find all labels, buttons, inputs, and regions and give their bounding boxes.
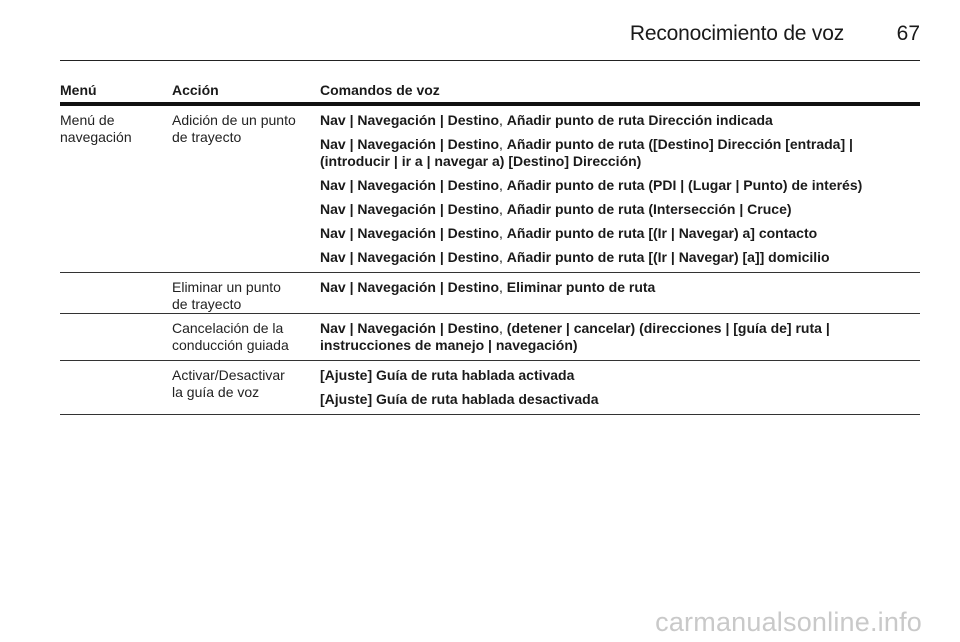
command-phrase: Eliminar punto de ruta xyxy=(506,279,656,295)
page-number: 67 xyxy=(896,22,920,45)
table-body xyxy=(60,106,920,415)
cell-commands xyxy=(320,273,920,313)
cell-action: Eliminar un punto de trayecto xyxy=(172,279,281,312)
table-header xyxy=(60,80,920,106)
command-separator: , xyxy=(499,201,507,217)
column-header-menu: Menú xyxy=(60,82,97,98)
page-title: Reconocimiento de voz xyxy=(629,22,844,45)
command-phrase: Añadir punto de ruta (PDI | (Lugar | Punto) de interés) xyxy=(506,177,863,193)
voice-command xyxy=(320,320,920,354)
cell-commands xyxy=(320,106,920,272)
command-prefix: Nav | Navegación | Destino xyxy=(320,177,499,193)
voice-command xyxy=(320,225,920,242)
watermark: carmanualsonline.info xyxy=(655,607,922,637)
column-header-action: Acción xyxy=(172,82,219,98)
command-prefix: Nav | Navegación | Destino xyxy=(320,320,499,336)
voice-commands-table xyxy=(60,80,920,415)
command-prefix: Nav | Navegación | Destino xyxy=(320,136,499,152)
command-phrase: (detener | cancelar) (direcciones | [guía de] ruta | instrucciones de manejo | navegación) xyxy=(320,320,830,353)
table-row xyxy=(60,314,920,361)
voice-command xyxy=(320,391,920,408)
command-separator: , xyxy=(499,279,507,295)
voice-command xyxy=(320,201,920,218)
voice-command xyxy=(320,112,920,129)
command-prefix: Nav | Navegación | Destino xyxy=(320,225,499,241)
command-prefix: Nav | Navegación | Destino xyxy=(320,279,499,295)
command-prefix: Nav | Navegación | Destino xyxy=(320,201,499,217)
command-phrase: Añadir punto de ruta (Intersección | Cruce) xyxy=(506,201,792,217)
command-separator: , xyxy=(499,225,507,241)
command-phrase: Añadir punto de ruta [(Ir | Navegar) a] contacto xyxy=(506,225,818,241)
command-separator: , xyxy=(499,249,507,265)
command-phrase: Añadir punto de ruta [(Ir | Navegar) [a]] domicilio xyxy=(506,249,830,265)
page-header xyxy=(60,16,920,61)
table-row xyxy=(60,361,920,415)
command-phrase: Añadir punto de ruta Dirección indicada xyxy=(506,112,773,128)
cell-menu xyxy=(60,273,172,313)
cell-menu: Menú de navegación xyxy=(60,112,132,145)
voice-command xyxy=(320,367,920,384)
column-header-commands: Comandos de voz xyxy=(320,82,440,98)
cell-menu xyxy=(60,314,172,360)
command-prefix: [Ajuste] Guía de ruta hablada activada xyxy=(320,367,575,383)
cell-action: Cancelación de la conducción guiada xyxy=(172,320,289,353)
command-prefix: [Ajuste] Guía de ruta hablada desactivada xyxy=(320,391,599,407)
voice-command xyxy=(320,136,920,170)
command-separator: , xyxy=(499,177,507,193)
table-row xyxy=(60,106,920,273)
command-phrase: Añadir punto de ruta ([Destino] Dirección [entrada] | (introducir | ir a | navegar a) [Destino] Dirección) xyxy=(320,136,853,169)
voice-command xyxy=(320,177,920,194)
command-prefix: Nav | Navegación | Destino xyxy=(320,249,499,265)
cell-menu xyxy=(60,361,172,414)
table-row xyxy=(60,273,920,314)
cell-commands xyxy=(320,361,920,414)
voice-command xyxy=(320,279,920,296)
voice-command xyxy=(320,249,920,266)
command-separator: , xyxy=(499,320,507,336)
command-prefix: Nav | Navegación | Destino xyxy=(320,112,499,128)
cell-commands xyxy=(320,314,920,360)
command-separator: , xyxy=(499,136,507,152)
cell-action: Activar/Desactivar la guía de voz xyxy=(172,367,285,400)
command-separator: , xyxy=(499,112,507,128)
cell-action: Adición de un punto de trayecto xyxy=(172,112,296,145)
